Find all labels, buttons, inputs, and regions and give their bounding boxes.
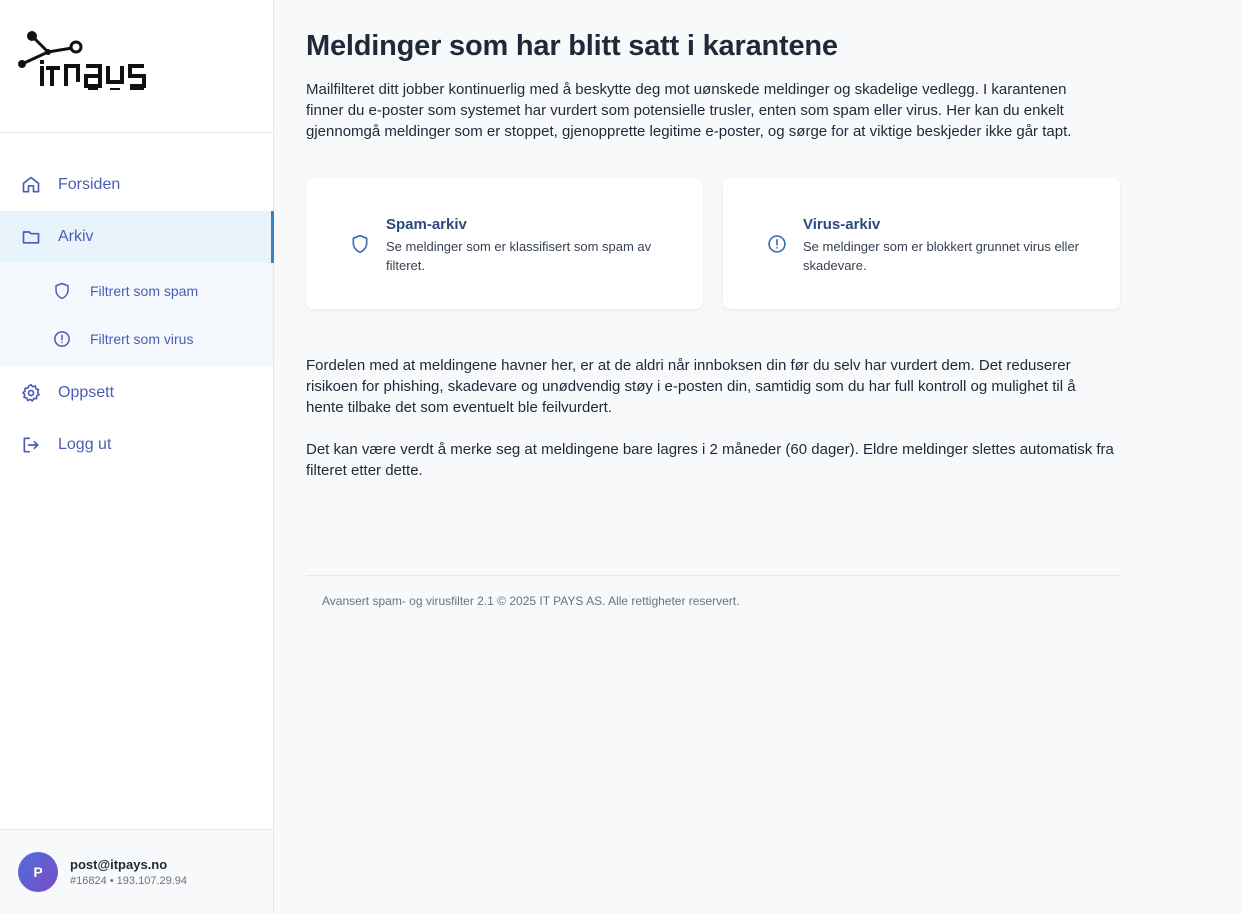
card-body bbox=[386, 216, 673, 275]
avatar: P bbox=[18, 852, 58, 892]
spam-archive-card[interactable] bbox=[306, 178, 703, 309]
card-description: Se meldinger som er blokkert grunnet virus eller skadevare. bbox=[803, 239, 1080, 273]
sidebar-item-label: Logg ut bbox=[58, 436, 112, 453]
intro-text: Mailfilteret ditt jobber kontinuerlig med å beskytte deg mot uønskede meldinger og skadelige vedlegg. I karantenen finner du e-poster som systemet har vurdert som potensielle trusler, enten som spam eller virus. Her kan du enkelt gjennomgå meldinger som er stoppet, gjenopprette legitime e-poster, og sørge for at viktige beskjeder ikke går tapt. bbox=[306, 81, 1072, 140]
sidebar-item-label: Arkiv bbox=[58, 228, 94, 245]
sidebar-item-settings[interactable] bbox=[0, 367, 273, 419]
home-icon bbox=[20, 174, 42, 196]
card-title: Spam-arkiv bbox=[386, 216, 467, 233]
sidebar-item-label: Oppsett bbox=[58, 384, 115, 401]
sidebar-item-spam[interactable] bbox=[0, 267, 273, 315]
sidebar-item-archive[interactable] bbox=[0, 211, 273, 263]
retention-text: Det kan være verdt å merke seg at meldingene bare lagres i 2 måneder (60 dager). Eldre meldinger slettes automatisk fra filteret etter dette. bbox=[306, 441, 1114, 479]
main-content bbox=[274, 0, 1243, 914]
card-description: Se meldinger som er klassifisert som spam av filteret. bbox=[386, 239, 652, 273]
card-title: Virus-arkiv bbox=[803, 216, 881, 233]
sidebar-item-label: Filtrert som spam bbox=[90, 283, 199, 299]
virus-archive-card[interactable] bbox=[723, 178, 1120, 309]
sidebar-item-label: Filtrert som virus bbox=[90, 331, 194, 347]
sidebar-item-virus[interactable] bbox=[0, 315, 273, 363]
user-profile[interactable] bbox=[0, 829, 273, 914]
logout-icon bbox=[20, 434, 42, 456]
page-title: Meldinger som har blitt satt i karantene bbox=[306, 30, 838, 62]
alert-circle-icon bbox=[52, 329, 72, 349]
gear-icon bbox=[20, 382, 42, 404]
alert-circle-icon bbox=[767, 234, 787, 254]
shield-icon bbox=[52, 281, 72, 301]
sidebar-nav bbox=[0, 133, 273, 829]
logo-area bbox=[0, 0, 273, 133]
user-info bbox=[70, 857, 187, 887]
shield-icon bbox=[350, 234, 370, 254]
benefit-text: Fordelen med at meldingene havner her, er at de aldri når innboksen din før du selv har vurdert dem. Det reduserer risikoen for phishing, skadevare og unødvendig støy i e-posten din, samtidig som du har full kontroll og mulighet til å hente tilbake det som eventuelt ble feilvurdert. bbox=[306, 357, 1076, 416]
folder-icon bbox=[20, 226, 42, 248]
user-meta: #16824 • 193.107.29.94 bbox=[70, 875, 188, 887]
archive-cards bbox=[306, 178, 1243, 309]
archive-subnav bbox=[0, 263, 273, 367]
itpays-logo[interactable] bbox=[18, 30, 255, 92]
sidebar-item-label: Forsiden bbox=[58, 176, 121, 193]
footer-text: Avansert spam- og virusfilter 2.1 © 2025 IT PAYS AS. Alle rettigheter reservert. bbox=[322, 594, 740, 608]
sidebar-item-logout[interactable] bbox=[0, 419, 273, 471]
user-email: post@itpays.no bbox=[70, 857, 168, 872]
sidebar-item-home[interactable] bbox=[0, 159, 273, 211]
card-body bbox=[803, 216, 1090, 275]
sidebar bbox=[0, 0, 274, 914]
footer bbox=[306, 575, 1120, 608]
